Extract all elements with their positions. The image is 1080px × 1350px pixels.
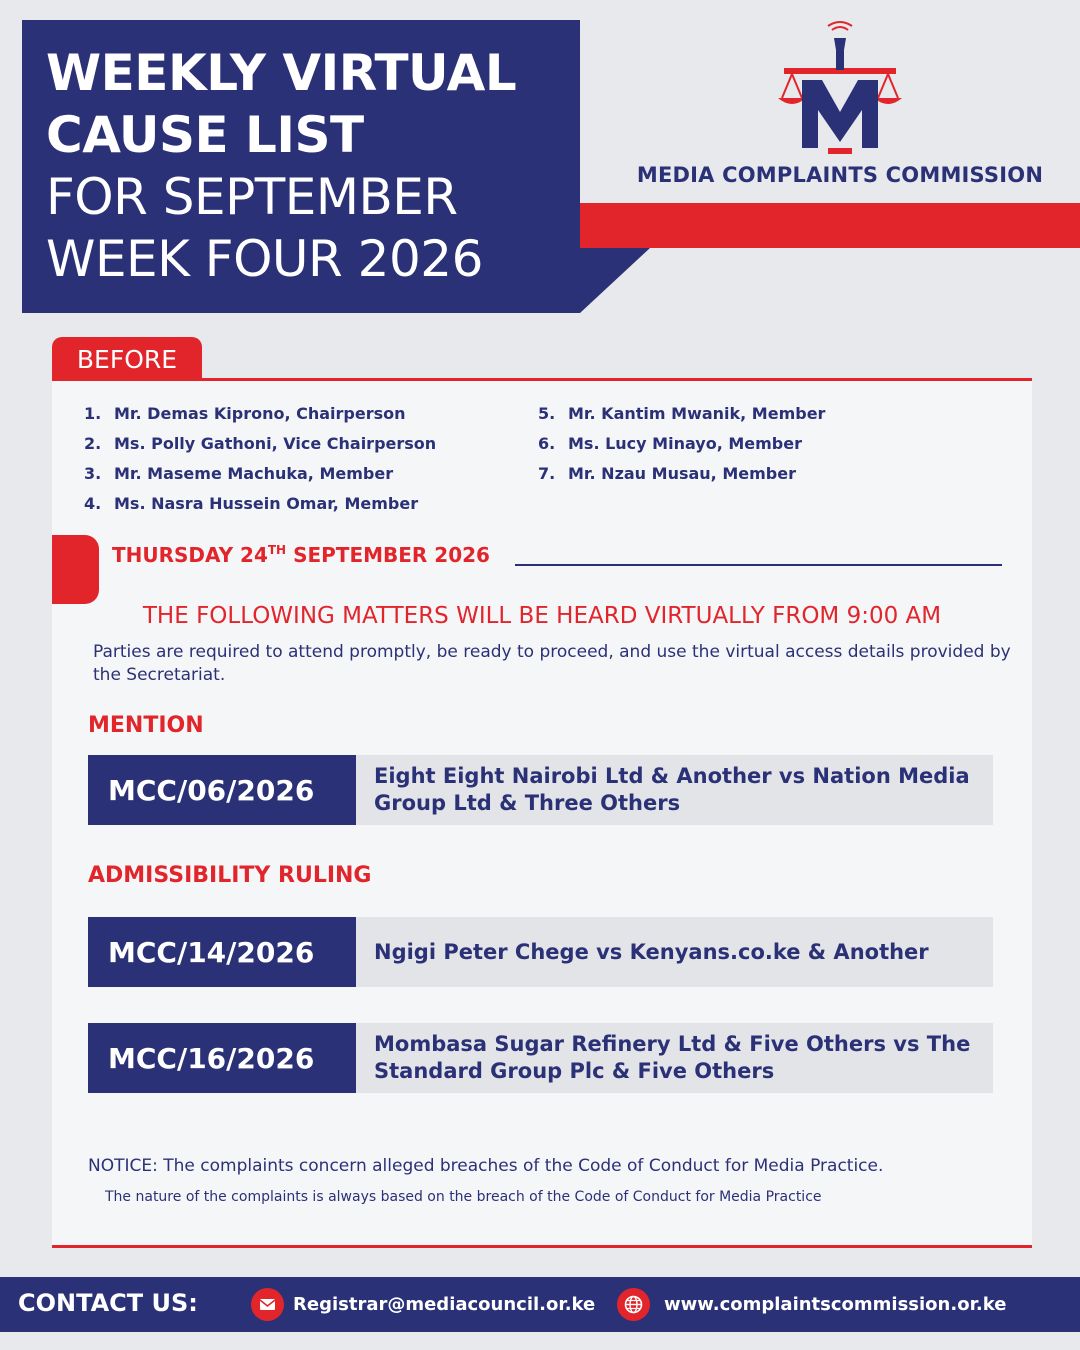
case-number: MCC/14/2026 <box>88 917 356 987</box>
hearing-day-suffix: TH <box>267 543 287 557</box>
member-number: 4. <box>84 494 102 513</box>
case-row <box>88 917 993 987</box>
member-item <box>84 494 418 513</box>
member-name: Ms. Lucy Minayo, Member <box>568 434 802 453</box>
hearing-announcement: THE FOLLOWING MATTERS WILL BE HEARD VIRTUALLY FROM 9:00 AM <box>142 603 942 629</box>
email-link[interactable]: Registrar@mediacouncil.or.ke <box>293 1294 596 1315</box>
contact-footer <box>0 1277 1080 1332</box>
member-name: Mr. Kantim Mwanik, Member <box>568 404 826 423</box>
member-name: Mr. Demas Kiprono, Chairperson <box>114 404 406 423</box>
member-item <box>84 434 436 453</box>
date-marker <box>52 535 99 604</box>
member-number: 1. <box>84 404 102 423</box>
member-name: Ms. Nasra Hussein Omar, Member <box>114 494 419 513</box>
title-fold-decoration <box>580 248 650 313</box>
before-tab: BEFORE <box>52 337 202 381</box>
member-item <box>538 404 825 423</box>
hearing-date <box>112 543 490 567</box>
title-line-1: WEEKLY VIRTUAL <box>46 44 517 102</box>
case-row <box>88 1023 993 1093</box>
contact-label: CONTACT US: <box>18 1289 198 1317</box>
globe-icon <box>617 1288 650 1321</box>
title-line-2: CAUSE LIST <box>46 106 364 164</box>
member-item <box>538 434 802 453</box>
mail-icon <box>251 1288 284 1321</box>
member-number: 5. <box>538 404 556 423</box>
date-divider <box>515 564 1002 566</box>
title-block <box>22 20 580 313</box>
member-item <box>84 404 406 423</box>
notice-subtext: The nature of the complaints is always based on the breach of the Code of Conduct for Media Practice <box>105 1189 822 1205</box>
case-row <box>88 755 993 825</box>
member-name: Mr. Nzau Musau, Member <box>568 464 796 483</box>
member-number: 3. <box>84 464 102 483</box>
case-number: MCC/06/2026 <box>88 755 356 825</box>
member-name: Mr. Maseme Machuka, Member <box>114 464 394 483</box>
section-title-mention: MENTION <box>88 713 204 738</box>
member-item <box>538 464 796 483</box>
member-number: 7. <box>538 464 556 483</box>
hearing-month-year: SEPTEMBER 2026 <box>286 543 490 567</box>
org-name: MEDIA COMPLAINTS COMMISSION <box>636 163 1044 187</box>
case-parties: Eight Eight Nairobi Ltd & Another vs Nation Media Group Ltd & Three Others <box>374 764 970 815</box>
member-number: 2. <box>84 434 102 453</box>
case-parties: Ngigi Peter Chege vs Kenyans.co.ke & Another <box>374 939 929 964</box>
commission-logo <box>770 20 910 160</box>
title-line-4: WEEK FOUR 2026 <box>46 230 483 288</box>
case-number: MCC/16/2026 <box>88 1023 356 1093</box>
header-red-bar <box>580 203 1080 248</box>
member-item <box>84 464 393 483</box>
case-parties: Mombasa Sugar Refinery Ltd & Five Others vs The Standard Group Plc & Five Others <box>374 1032 971 1083</box>
notice-text: NOTICE: The complaints concern alleged breaches of the Code of Conduct for Media Practice. <box>88 1156 884 1176</box>
title-line-3: FOR SEPTEMBER <box>46 168 458 226</box>
member-number: 6. <box>538 434 556 453</box>
section-title-admissibility: ADMISSIBILITY RULING <box>88 863 372 888</box>
parties-instructions: Parties are required to attend promptly, be ready to proceed, and use the virtual access details provided by the Secretariat. <box>93 642 1011 685</box>
hearing-day: THURSDAY 24 <box>112 543 268 567</box>
website-link[interactable]: www.complaintscommission.or.ke <box>664 1294 1007 1315</box>
member-name: Ms. Polly Gathoni, Vice Chairperson <box>114 434 437 453</box>
